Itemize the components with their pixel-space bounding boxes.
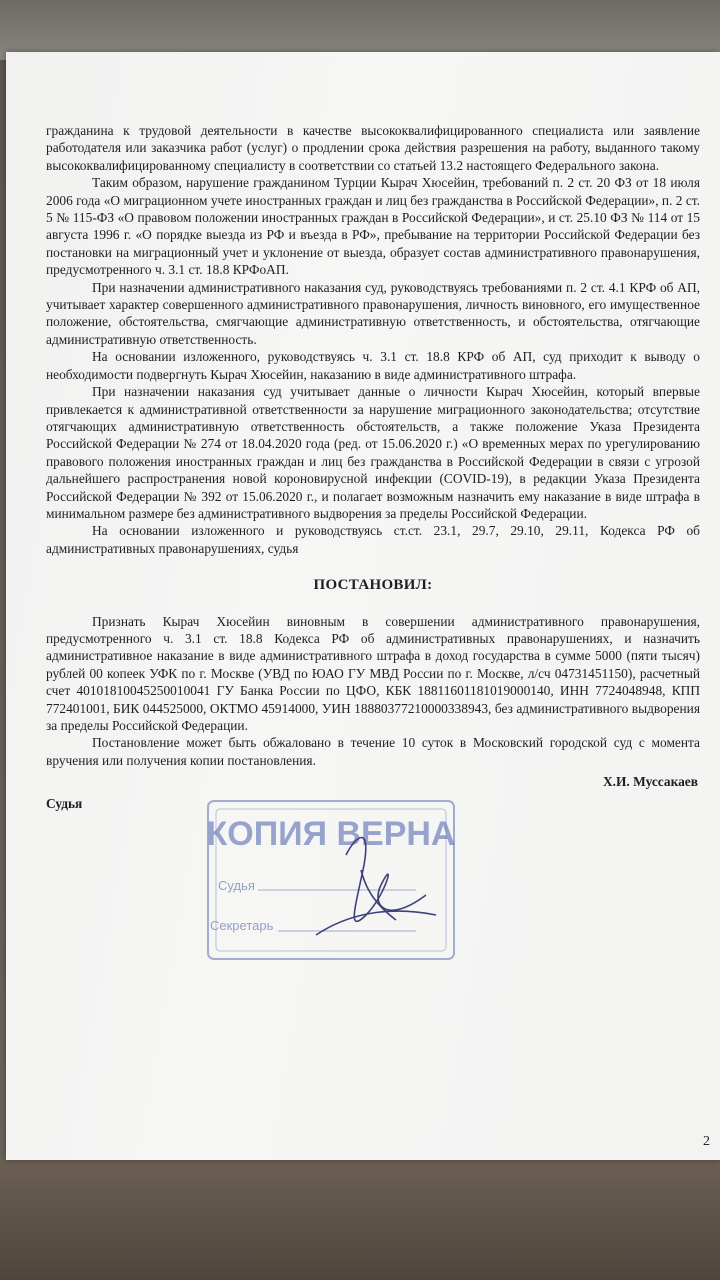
paragraph-2: Таким образом, нарушение гражданином Турции Кырач Хюсейин, требований п. 2 ст. 20 ФЗ от 18 июля 2006 года «О миграционном учете иностранных граждан и лиц без гражданства в Российской Федерации», п. 2 ст. 5 № 115-ФЗ «О правовом положении иностранных граждан в Российской Федерации», и ст. 25.10 ФЗ № 114 от 15 августа 1996 г. «О порядке выезда из РФ и въезда в РФ», пребывание на территории Российской Федерации без постановки на миграционный учет и уклонение от выезда, образует состав административного правонарушения, предусмотренного ч. 3.1 ст. 18.8 КРФоАП. [46,175,700,278]
background-floor [0,1160,720,1280]
ruling-paragraph: Признать Кырач Хюсейин виновным в совершении административного правонарушения, предусмотренного ч. 3.1 ст. 18.8 Кодекса РФ об административных правонарушениях, и назначить административное наказание в виде административного штрафа в доход государства в сумме 5000 (пяти тысяч) рублей 00 копеек УФК по г. Москве (УВД по ЮАО ГУ МВД России по г. Москве, л/сч 04731451150), расчетный счет 40101810045250010041 ГУ Банка России по ЦФО, КБК 18811601181019000140, ИНН 7724048948, КПП 772401001, БИК 044525000, ОКТМО 45914000, УИН 18880377210000338943, без административного выдворения за пределы Российской Федерации. [46,613,700,733]
ruling-heading: ПОСТАНОВИЛ: [313,577,433,594]
page-number: 2 [703,1134,710,1149]
judge-label: Судья [46,796,83,812]
stamp-title: КОПИЯ ВЕРНА [206,815,456,853]
judge-name: Х.И. Муссакаев [602,774,698,790]
paragraph-1: гражданина к трудовой деятельности в качестве высококвалифицированного специалиста или заявление работодателя или заказчика работ (услуг) о продлении срока действия разрешения на работу, выданного такому высококвалифицированному специалисту в соответствии со статьей 13.2 настоящего Федерального закона. [46,123,700,173]
stamp-line-judge: Судья [218,878,255,893]
paragraph-3: При назначении административного наказания суд, руководствуясь требованиями п. 2 ст. 4.1 КРФ об АП, учитывает характер совершенного административного правонарушения, личность виновного, его имущественное положение, обстоятельства, смягчающие административную ответственность, и обстоятельства, отягчающие административную ответственность. [46,279,700,347]
paragraph-4: На основании изложенного, руководствуясь ч. 3.1 ст. 18.8 КРФ об АП, суд приходит к выводу о необходимости подвергнуть Кырач Хюсейин, наказанию в виде административного штрафа. [46,349,700,382]
background-top [0,0,720,60]
document-body [46,122,700,819]
paragraph-5: При назначении наказания суд учитывает данные о личности Кырач Хюсейин, который впервые привлекается к административной ответственности за нарушение миграционного законодательства; отсутствие отягчающих административную ответственность обстоятельств, а также положение Указа Президента Российской Федерации № 274 от 18.04.2020 года (ред. от 15.06.2020 г.) «О временных мерах по урегулированию правового положения иностранных граждан и лиц без гражданства в Российской Федерации в связи с угрозой дальнейшего распространения новой короновирусной инфекции (COVID-19), в редакции Указа Президента Российской Федерации № 392 от 15.06.2020 г., и полагает возможным назначить ему наказание в виде штрафа в минимальном размере без административного выдворения за пределы Российской Федерации. [46,384,700,521]
appeal-paragraph: Постановление может быть обжаловано в течение 10 суток в Московский городской суд с момента вручения или получения копии постановления. [46,735,700,768]
paragraph-6: На основании изложенного и руководствуясь ст.ст. 23.1, 29.7, 29.10, 29.11, Кодекса РФ об административных правонарушениях, судья [46,523,700,556]
stamp-line-secretary: Секретарь [210,918,274,933]
copy-certified-stamp [196,795,466,965]
